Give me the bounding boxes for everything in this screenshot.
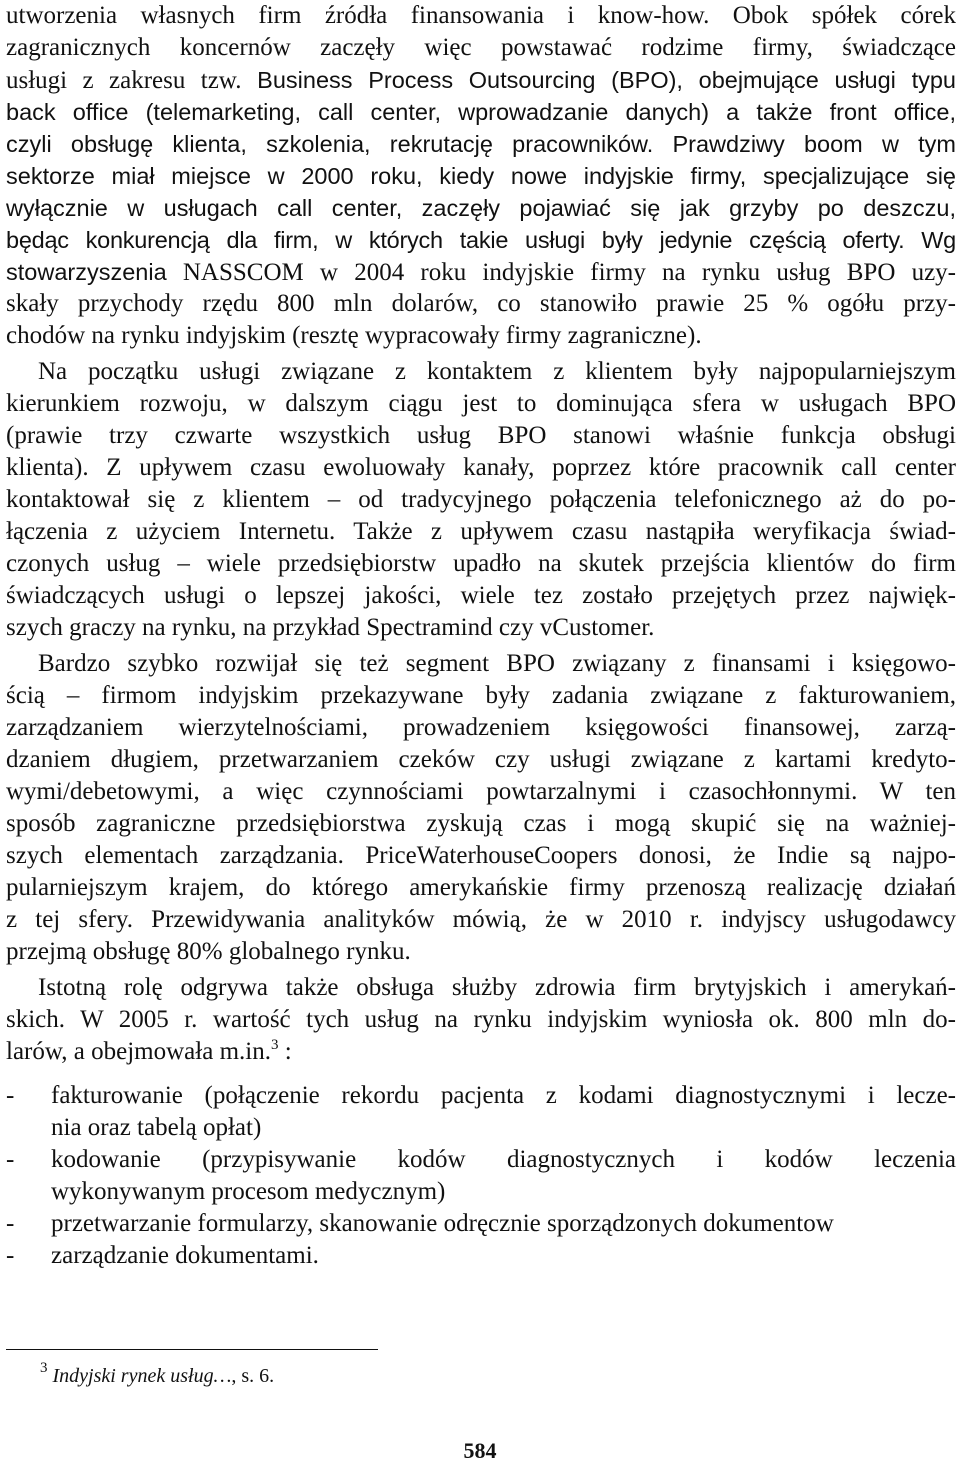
- footnote-number: 3: [40, 1360, 48, 1376]
- footnote-text: , s. 6.: [231, 1365, 275, 1387]
- list-dash: -: [6, 1082, 15, 1109]
- text-line: kontaktował się z klientem – od tradycyjnego połączenia telefonicznego aż do po-: [6, 486, 956, 513]
- footnote-title: Indyjski rynek usług…: [52, 1365, 232, 1387]
- text-line: back office (telemarketing, call center, wprowadzanie danych) a także front office,: [6, 99, 956, 125]
- text-line: wyłącznie w usługach call center, zaczęły pojawiać się jak grzyby po deszczu,: [6, 195, 956, 221]
- text-line: Na początku usługi związane z kontaktem z klientem były najpopularniejszym: [38, 358, 956, 385]
- text-line: Istotną rolę odgrywa także obsługa służby zdrowia firm brytyjskich i amerykań-: [38, 974, 956, 1001]
- text-fragment: stowarzyszenia: [6, 259, 167, 285]
- list-item-text: wykonywanym procesom medycznym): [51, 1178, 446, 1205]
- list-item-text: nia oraz tabelą opłat): [51, 1114, 262, 1141]
- text-line: wymi/debetowymi, a więc czynnościami powtarzalnymi i czasochłonnymi. W ten: [6, 778, 956, 805]
- text-line: dzaniem długiem, przetwarzaniem czeków czy usługi związane z kartami kredyto-: [6, 746, 956, 773]
- text-line: z tej sfery. Przewidywania analityków mówią, że w 2010 r. indyjscy usługodawcy: [6, 906, 956, 933]
- text-line: [6, 64, 956, 97]
- text-line: ścią – firmom indyjskim przekazywane były zadania związane z fakturowaniem,: [6, 682, 956, 709]
- text-fragment: Business Process Outsourcing (BPO), obejmujące usługi typu: [241, 67, 956, 93]
- text-line: kierunkiem rozwoju, w dalszym ciągu jest to dominująca sfera w usługach BPO: [6, 390, 956, 417]
- text-line: (prawie trzy czwarte wszystkich usług BPO stanowi właśnie funkcja obsługi: [6, 422, 956, 449]
- text-line: skały przychody rzędu 800 mln dolarów, co stanowiło prawie 25 % ogółu przy-: [6, 290, 956, 317]
- text-line: czonych usług – wiele przedsiębiorstw upadło na skutek przejścia klientów do firm: [6, 550, 956, 577]
- text-line: sposób zagraniczne przedsiębiorstwa zyskują czas i mogą skupić się na ważniej-: [6, 810, 956, 837]
- list-item-text: kodowanie (przypisywanie kodów diagnostycznych i kodów leczenia: [51, 1146, 956, 1173]
- footnote: [40, 1362, 274, 1390]
- list-dash: -: [6, 1146, 15, 1173]
- footnote-divider: [6, 1349, 378, 1350]
- text-line: świadczących usługi o lepszej jakości, wiele tez zostało przejętych przez najwięk-: [6, 582, 956, 609]
- text-line: chodów na rynku indyjskim (resztę wypracowały firmy zagraniczne).: [6, 322, 702, 349]
- list-item-text: fakturowanie (połączenie rekordu pacjenta z kodami diagnostycznymi i lecze-: [51, 1082, 956, 1109]
- text-line: szych elementach zarządzania. PriceWaterhouseCoopers donosi, że Indie są najpo-: [6, 842, 956, 869]
- text-fragment: NASSCOM w 2004 roku indyjskie firmy na rynku usług BPO uzy-: [166, 259, 956, 286]
- text-line: zarządzaniem wierzytelnościami, prowadzeniem księgowości finansowej, zarzą-: [6, 714, 956, 741]
- text-line: przejmą obsługę 80% globalnego rynku.: [6, 938, 411, 965]
- list-item-text: przetwarzanie formularzy, skanowanie odręcznie sporządzonych dokumentow: [51, 1210, 834, 1237]
- text-line: szych graczy na rynku, na przykład Spectramind czy vCustomer.: [6, 614, 655, 641]
- page-number: 584: [463, 1438, 497, 1463]
- text-line: [6, 1036, 956, 1068]
- text-line: klienta). Z upływem czasu ewoluowały kanały, poprzez które pracownik call center: [6, 454, 956, 481]
- text-fragment: :: [278, 1038, 292, 1065]
- text-line: będąc konkurencją dla firm, w których takie usługi były jedynie częścią oferty. Wg: [6, 227, 956, 253]
- text-line: skich. W 2005 r. wartość tych usług na rynku indyjskim wyniosła ok. 800 mln do-: [6, 1006, 956, 1033]
- list-dash: -: [6, 1242, 15, 1269]
- text-line: łączenia z użyciem Internetu. Także z upływem czasu nastąpiła weryfikacja świad-: [6, 518, 956, 545]
- text-line: zagranicznych koncernów zaczęły więc powstawać rodzime firmy, świadczące: [6, 34, 956, 61]
- text-line: utworzenia własnych firm źródła finansowania i know-how. Obok spółek córek: [6, 2, 956, 29]
- text-line: Bardzo szybko rozwijał się też segment BPO związany z finansami i księgowo-: [38, 650, 956, 677]
- footnote-reference: 3: [270, 1037, 279, 1053]
- text-line: pularniejszym krajem, do którego amerykańskie firmy przenoszą realizację działań: [6, 874, 956, 901]
- text-line: czyli obsługę klienta, szkolenia, rekrutację pracowników. Prawdziwy boom w tym: [6, 131, 956, 157]
- text-fragment: usługi z zakresu tzw.: [6, 67, 242, 94]
- list-dash: -: [6, 1210, 15, 1237]
- text-fragment: larów, a obejmowała m.in.: [6, 1038, 271, 1065]
- list-item-text: zarządzanie dokumentami.: [51, 1242, 319, 1269]
- text-line: sektorze miał miejsce w 2000 roku, kiedy nowe indyjskie firmy, specjalizujące się: [6, 163, 956, 189]
- text-line: [6, 256, 956, 289]
